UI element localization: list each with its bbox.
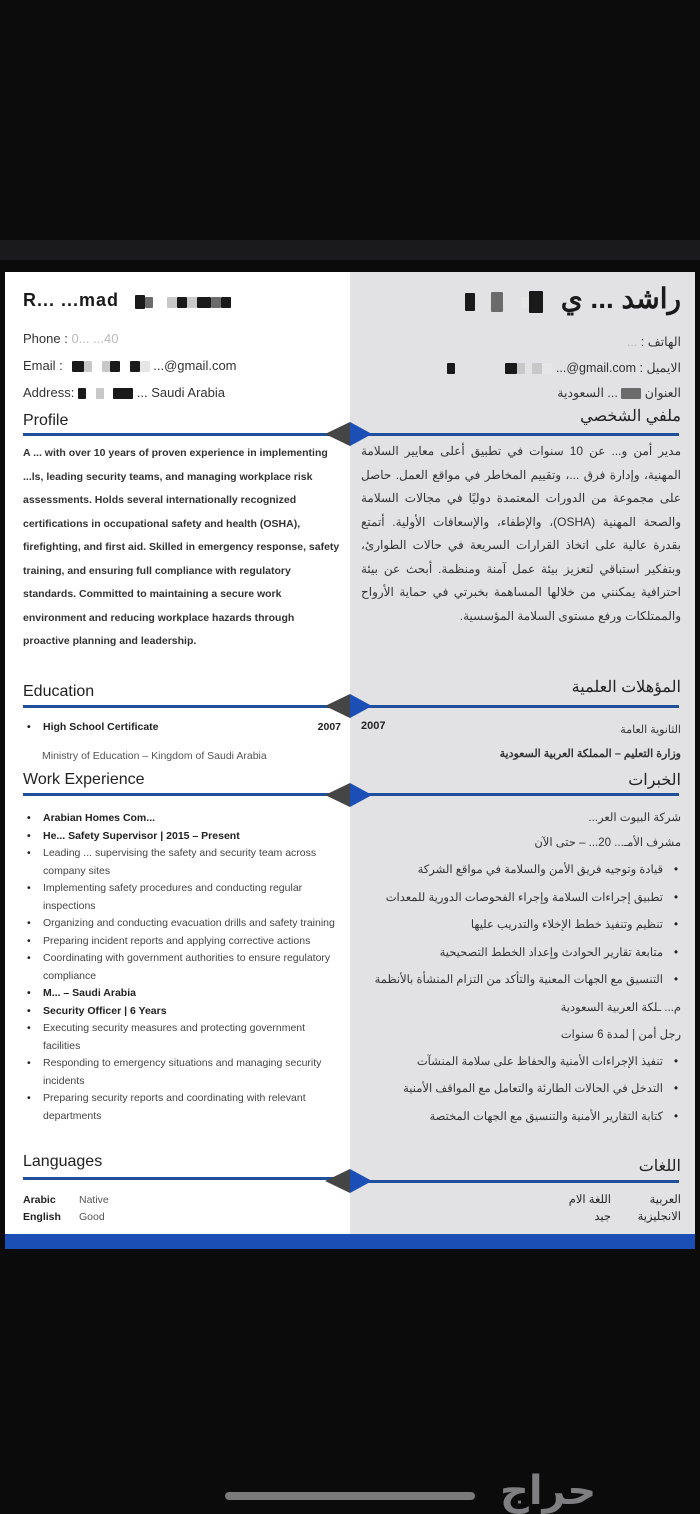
education-rule-ar (367, 705, 679, 708)
task-item-ar: • تطبيق إجراءات السلامة وإجراء الفحوصات الدورية للمعدات (361, 885, 681, 913)
education-heading-ar: المؤهلات العلمية (571, 679, 681, 696)
language-row: Arabic Native (23, 1194, 109, 1206)
education-rule (23, 705, 341, 708)
work-item: • Implementing safety procedures and conducting regular inspections (23, 880, 345, 915)
work-list-ar (361, 806, 681, 1131)
language-row: English Good (23, 1210, 105, 1223)
phone-label: Phone : (23, 331, 68, 346)
address-value: ... Saudi Arabia (136, 385, 225, 400)
email-value[interactable]: ...@gmail.com (153, 358, 237, 373)
name-censor-blocks-ar (465, 285, 543, 317)
languages-rule-ar (367, 1180, 679, 1183)
degree-institution-ar: وزارة التعليم – المملكة العربية السعودية (499, 748, 681, 760)
phone-value: 0... ...40 (71, 331, 119, 346)
work-item: • Security Officer | 6 Years (23, 1003, 345, 1021)
english-column (5, 272, 350, 1234)
divider-arrow-right-icon (350, 783, 372, 807)
email-label: Email : (23, 358, 63, 373)
work-item: • Executing security measures and protecting government facilities (23, 1020, 345, 1055)
task-item-ar: • تنظيم وتنفيذ خطط الإخلاء والتدريب عليها (361, 912, 681, 940)
divider-arrow-left-icon (325, 422, 350, 446)
email-line-ar (447, 360, 681, 375)
address-value-ar: ... السعودية (557, 386, 618, 400)
tasks-list-ar (361, 857, 681, 995)
profile-rule (23, 433, 341, 436)
divider-arrow-right-icon (350, 1169, 372, 1193)
education-entry (23, 721, 341, 733)
email-label-ar: الايميل : (639, 361, 681, 375)
work-item: • M... – Saudi Arabia (23, 985, 345, 1003)
work-heading: Work Experience (23, 771, 145, 788)
phone-line-ar (627, 334, 681, 349)
address-line-ar (557, 385, 681, 400)
divider-arrow-right-icon (350, 422, 372, 446)
degree-institution: Ministry of Education – Kingdom of Saudi Arabia (42, 750, 267, 762)
divider-arrow-left-icon (325, 783, 350, 807)
task-item-ar: • كتابة التقارير الأمنية والتنسيق مع الجهات المختصة (361, 1104, 681, 1132)
profile-text-ar: مدير أمن و... عن 10 سنوات في تطبيق أعلى معايير السلامة المهنية، وإدارة فرق ...، وتقييم المخاطر في مواقع العمل. حاصل على مجموعة من الدورات المعتمدة دوليًا في مجالات السلامة والصحة المهنية (OSHA)، والإطفاء، والإسعافات الأولية. أتمتع بقدرة عالية على اتخاذ القرارات السريعة في حالات الطوارئ، وبتفكير استباقي لتعزيز بيئة عمل آمنة ومنظمة. أبحث عن بيئة احترافية يمكنني من خلالها المساهمة بخبرتي في حماية الأرواح والممتلكات ورفع مستوى السلامة المؤسسية. (361, 444, 681, 623)
candidate-name-text-ar: راشد ... ي (560, 283, 681, 314)
task-item-ar: • تنفيذ الإجراءات الأمنية والحفاظ على سلامة المنشآت (361, 1049, 681, 1077)
degree-year: 2007 (317, 721, 341, 733)
task-item-ar: • متابعة تقارير الحوادث وإعداد الخطط التصحيحية (361, 940, 681, 968)
address-line-en (23, 385, 225, 400)
phone-label-ar: الهاتف : (640, 335, 681, 349)
degree-year-ar: 2007 (361, 720, 386, 732)
company-ar: م... ـلكة العربية السعودية (560, 1001, 681, 1014)
education-entry-ar (361, 718, 681, 766)
resume-sheet (5, 272, 695, 1249)
languages-rule (23, 1177, 341, 1180)
haraj-watermark-logo: حراج (500, 1468, 597, 1514)
role-ar: رجل أمن | لمدة 6 سنوات (560, 1028, 681, 1041)
work-item: • Arabian Homes Com... (23, 810, 345, 828)
work-item: • Preparing incident reports and applying corrective actions (23, 933, 345, 951)
phone-line-en (23, 331, 118, 346)
work-rule-ar (367, 793, 679, 796)
address-label: Address: (23, 385, 75, 400)
work-item: • He... Safety Supervisor | 2015 – Present (23, 828, 345, 846)
role-ar: مشرف الأمـ... 20... – حتى الآن (534, 837, 681, 849)
name-censor-blocks (135, 291, 231, 312)
task-item-ar: • التدخل في الحالات الطارئة والتعامل مع المواقف الأمنية (361, 1076, 681, 1104)
profile-heading-ar: ملفي الشخصي (580, 408, 681, 425)
candidate-name-text-en: R... ...mad (23, 290, 120, 310)
languages-heading-ar: اللغات (638, 1158, 681, 1175)
top-dark-band (0, 0, 700, 258)
company-ar: شركة البيوت العر... (588, 812, 681, 824)
tasks-list-ar (361, 1049, 681, 1132)
email-value-ar[interactable]: ...@gmail.com (555, 361, 637, 375)
work-item: • Responding to emergency situations and managing security incidents (23, 1055, 345, 1090)
divider-arrow-right-icon (350, 694, 372, 718)
language-row-ar: العربية اللغة الام (568, 1194, 681, 1206)
bottom-accent-bar (5, 1234, 695, 1249)
work-item: • Leading ... supervising the safety and security team across company sites (23, 845, 345, 880)
profile-heading: Profile (23, 412, 69, 429)
task-item-ar: • قيادة وتوجيه فريق الأمن والسلامة في مواقع الشركة (361, 857, 681, 885)
work-item: • Coordinating with government authorities to ensure regulatory compliance (23, 950, 345, 985)
work-item: • Preparing security reports and coordinating with relevant departments (23, 1090, 345, 1125)
education-heading: Education (23, 683, 95, 700)
languages-list-ar (569, 1192, 681, 1226)
home-indicator[interactable] (225, 1492, 475, 1500)
top-strip (0, 240, 700, 260)
degree-name-ar: الثانوية العامة (620, 724, 681, 736)
work-item: • Organizing and conducting evacuation drills and safety training (23, 915, 345, 933)
work-list-en (23, 810, 345, 1125)
divider-arrow-left-icon (325, 1169, 350, 1193)
email-line-en (23, 358, 237, 373)
language-row-ar: الانجليزية جيد (594, 1211, 681, 1223)
divider-arrow-left-icon (325, 694, 350, 718)
languages-heading: Languages (23, 1153, 103, 1170)
candidate-name-ar (465, 282, 681, 317)
profile-text-en: A ... with over 10 years of proven experience in implementing ...ls, leading security teams, and managing workplace risk assessments. Holds several internationally recognized certifications in occupational safety and health (OSHA), firefighting, and first aid. Skilled in emergency response, safety training, and ensuring full compliance with regulatory standards. Committed to maintaining a secure work environment and reducing workplace hazards through proactive planning and leadership. (23, 447, 340, 647)
candidate-name-en (23, 290, 231, 312)
task-item-ar: • التنسيق مع الجهات المعنية والتأكد من التزام المنشأة بالأنظمة (361, 967, 681, 995)
phone-value-ar: ... (626, 335, 638, 349)
work-heading-ar: الخبرات (628, 772, 681, 789)
profile-rule-ar (367, 433, 679, 436)
degree-name: • High School Certificate (27, 721, 159, 733)
work-rule (23, 793, 341, 796)
address-label-ar: العنوان (644, 386, 681, 400)
languages-list-en (23, 1192, 109, 1225)
